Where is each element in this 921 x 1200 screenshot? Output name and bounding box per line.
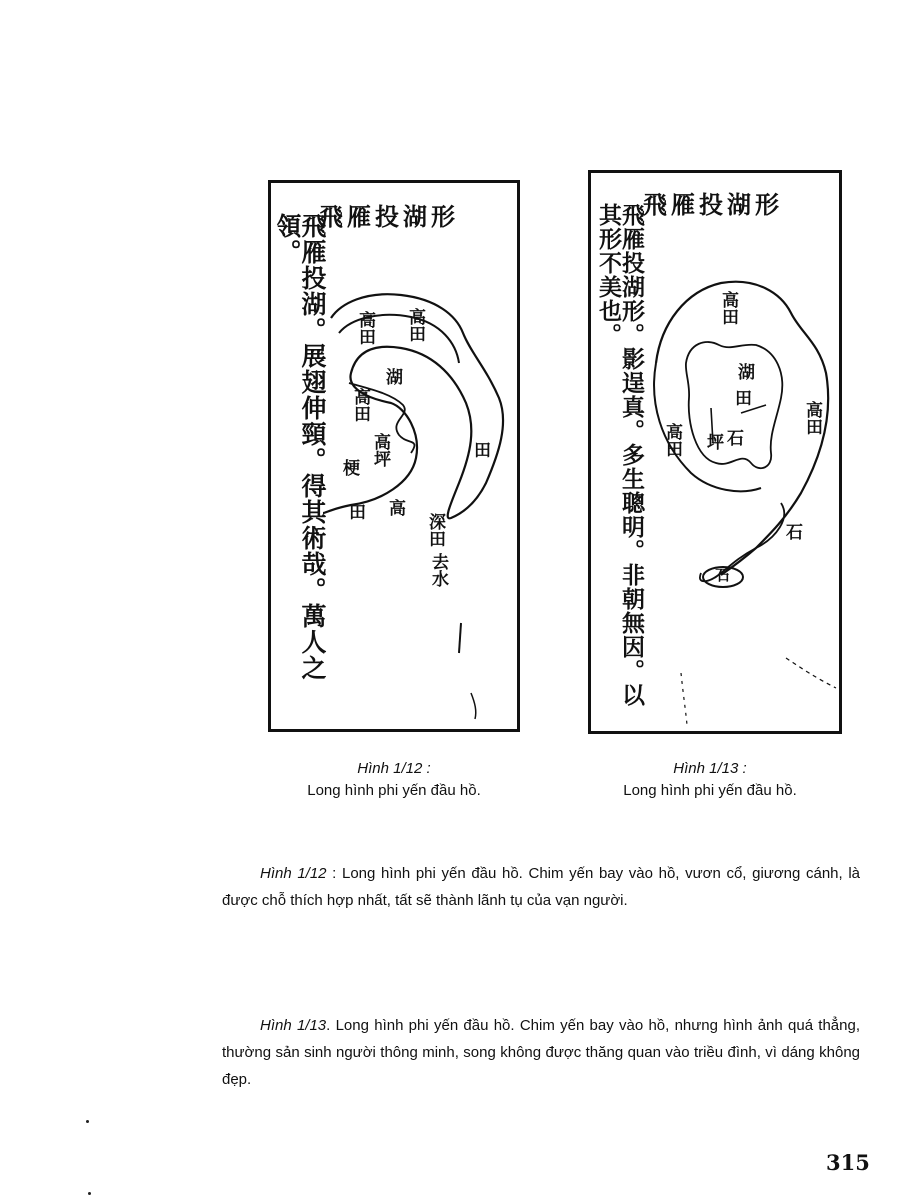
- map-label: 高田: [802, 401, 822, 435]
- map-label: 高田: [662, 423, 682, 457]
- figure-side-text: 飛雁投湖。展翅伸頸。得其術哉。萬人之領。: [273, 213, 327, 681]
- map-label: 高田: [350, 388, 370, 422]
- scan-speck: [86, 1120, 89, 1123]
- map-label: 湖: [382, 368, 402, 385]
- map-label: 高田: [405, 308, 425, 342]
- map-label: 去水: [428, 553, 448, 587]
- map-label: 田: [470, 441, 490, 458]
- caption-text: Long hình phi yến đầu hồ.: [623, 782, 797, 799]
- caption-1-13: [578, 758, 842, 802]
- figure-title: 飛雁投湖形: [319, 202, 459, 231]
- map-label: 田: [735, 389, 752, 409]
- figure-1-13: [588, 170, 842, 734]
- paragraph-lead: Hình 1/12: [260, 865, 327, 882]
- page-number: 315: [826, 1150, 870, 1175]
- map-label: 高田: [355, 311, 375, 345]
- figure-side-text: 飛雁投湖形。影逞真。多生聰明。非朝無因。以其形不美也。: [595, 203, 645, 707]
- map-label: 石: [727, 429, 744, 449]
- caption-text: Long hình phi yến đầu hồ.: [307, 782, 481, 799]
- map-label: 田: [349, 503, 366, 523]
- paragraph-text: . Long hình phi yến đầu hồ. Chim yến bay vào hồ, nhưng hình ảnh quá thẳng, thường sản sinh người thông minh, song không được thăng quan vào triều đình, vì dáng không đẹp.: [222, 1017, 861, 1088]
- map-label: 高田: [718, 291, 738, 325]
- map-label: 高坪: [370, 433, 390, 467]
- map-label: 梗: [343, 459, 360, 479]
- map-label: 石: [786, 523, 803, 543]
- map-label: 坪: [707, 433, 724, 453]
- figure-1-12: [268, 180, 520, 732]
- figure-title: 飛雁投湖形: [643, 190, 783, 219]
- caption-1-12: [268, 758, 520, 802]
- paragraph-text: : Long hình phi yến đầu hồ. Chim yến bay vào hồ, vươn cổ, giương cánh, là được chỗ thích hợp nhất, tất sẽ thành lãnh tụ của vạn người.: [222, 865, 861, 909]
- map-label: 深田: [425, 513, 445, 547]
- caption-number: Hình 1/12 :: [357, 760, 431, 777]
- map-label: 石: [715, 566, 731, 584]
- map-label: 湖: [734, 363, 754, 380]
- paragraph-lead: Hình 1/13: [260, 1017, 327, 1034]
- map-label: 高: [389, 499, 406, 519]
- paragraph-2: [222, 1012, 860, 1093]
- scan-speck: [88, 1192, 91, 1195]
- paragraph-1: [222, 860, 860, 914]
- caption-number: Hình 1/13 :: [673, 760, 747, 777]
